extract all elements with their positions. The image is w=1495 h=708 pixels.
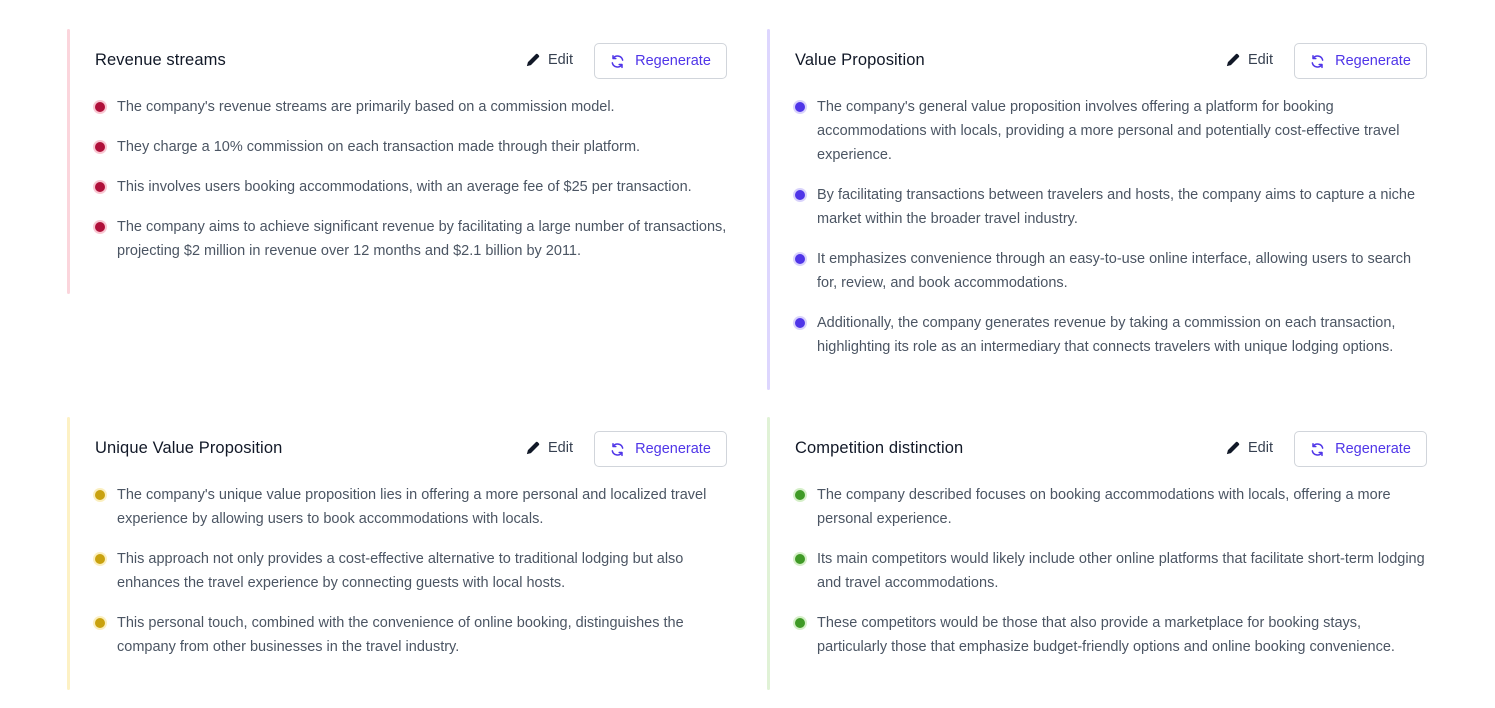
card-header <box>793 29 1427 79</box>
edit-label: Edit <box>1248 440 1273 456</box>
bullet-dot-icon <box>795 618 805 628</box>
card-header <box>93 417 727 467</box>
refresh-icon <box>1310 442 1325 457</box>
list-item <box>793 311 1427 359</box>
refresh-icon <box>1310 54 1325 69</box>
refresh-icon <box>610 442 625 457</box>
bullet-list <box>793 95 1427 359</box>
list-item <box>93 95 727 119</box>
edit-button[interactable] <box>518 430 581 466</box>
list-item-text: The company's revenue streams are primarily based on a commission model. <box>117 99 615 115</box>
list-item <box>93 611 727 659</box>
regenerate-label: Regenerate <box>1335 441 1411 457</box>
pencil-icon <box>526 53 540 67</box>
list-item-text: The company's general value proposition involves offering a platform for booking accommodations with locals, providing a more personal and potentially cost-effective travel experience. <box>817 99 1400 163</box>
value-proposition-card <box>767 29 1427 390</box>
regenerate-button[interactable] <box>594 431 727 467</box>
list-item-text: The company aims to achieve significant revenue by facilitating a large number of transactions, projecting $2 million in revenue over 12 months and $2.1 billion by 2011. <box>117 219 727 259</box>
edit-button[interactable] <box>1218 430 1281 466</box>
edit-button[interactable] <box>1218 42 1281 78</box>
bullet-dot-icon <box>95 222 105 232</box>
regenerate-button[interactable] <box>1294 431 1427 467</box>
bullet-dot-icon <box>95 618 105 628</box>
pencil-icon <box>1226 441 1240 455</box>
list-item-text: By facilitating transactions between travelers and hosts, the company aims to capture a niche market within the broader travel industry. <box>817 187 1416 227</box>
list-item <box>793 183 1427 231</box>
edit-label: Edit <box>548 440 573 456</box>
bullet-dot-icon <box>95 102 105 112</box>
list-item-text: These competitors would be those that also provide a marketplace for booking stays, particularly those that emphasize budget-friendly options and online booking convenience. <box>817 615 1395 655</box>
bullet-dot-icon <box>795 102 805 112</box>
regenerate-button[interactable] <box>1294 43 1427 79</box>
card-title: Revenue streams <box>95 51 226 69</box>
list-item <box>793 547 1427 595</box>
unique-value-proposition-card <box>67 417 727 690</box>
regenerate-label: Regenerate <box>1335 53 1411 69</box>
list-item <box>93 175 727 199</box>
regenerate-label: Regenerate <box>635 53 711 69</box>
list-item <box>93 215 727 263</box>
bullet-list <box>93 483 727 659</box>
refresh-icon <box>610 54 625 69</box>
card-accent-bar <box>767 417 770 690</box>
edit-label: Edit <box>548 52 573 68</box>
card-header <box>93 29 727 79</box>
list-item <box>793 95 1427 167</box>
list-item-text: It emphasizes convenience through an easy-to-use online interface, allowing users to search for, review, and book accommodations. <box>817 251 1412 291</box>
list-item-text: Additionally, the company generates revenue by taking a commission on each transaction, highlighting its role as an intermediary that connects travelers with unique lodging options. <box>817 315 1396 355</box>
bullet-dot-icon <box>795 190 805 200</box>
bullet-list <box>93 95 727 263</box>
card-accent-bar <box>767 29 770 390</box>
list-item <box>93 547 727 595</box>
card-title: Competition distinction <box>795 439 964 457</box>
list-item-text: They charge a 10% commission on each transaction made through their platform. <box>117 139 641 155</box>
list-item <box>793 247 1427 295</box>
list-item-text: This involves users booking accommodations, with an average fee of $25 per transaction. <box>117 179 692 195</box>
list-item <box>793 483 1427 531</box>
bullet-dot-icon <box>95 554 105 564</box>
pencil-icon <box>1226 53 1240 67</box>
list-item <box>93 483 727 531</box>
list-item <box>793 611 1427 659</box>
bullet-dot-icon <box>95 142 105 152</box>
list-item-text: The company described focuses on booking accommodations with locals, offering a more personal experience. <box>817 487 1391 527</box>
pencil-icon <box>526 441 540 455</box>
regenerate-label: Regenerate <box>635 441 711 457</box>
list-item <box>93 135 727 159</box>
list-item-text: This approach not only provides a cost-effective alternative to traditional lodging but also enhances the travel experience by connecting guests with local hosts. <box>117 551 684 591</box>
bullet-list <box>793 483 1427 659</box>
bullet-dot-icon <box>795 318 805 328</box>
bullet-dot-icon <box>795 490 805 500</box>
revenue-streams-card <box>67 29 727 294</box>
list-item-text: Its main competitors would likely include other online platforms that facilitate short-term lodging and travel accommodations. <box>817 551 1425 591</box>
competition-distinction-card <box>767 417 1427 690</box>
regenerate-button[interactable] <box>594 43 727 79</box>
edit-button[interactable] <box>518 42 581 78</box>
bullet-dot-icon <box>95 490 105 500</box>
bullet-dot-icon <box>795 554 805 564</box>
edit-label: Edit <box>1248 52 1273 68</box>
list-item-text: The company's unique value proposition lies in offering a more personal and localized travel experience by allowing users to book accommodations with locals. <box>117 487 707 527</box>
bullet-dot-icon <box>95 182 105 192</box>
list-item-text: This personal touch, combined with the convenience of online booking, distinguishes the company from other businesses in the travel industry. <box>117 615 684 655</box>
card-title: Unique Value Proposition <box>95 439 283 457</box>
bullet-dot-icon <box>795 254 805 264</box>
card-accent-bar <box>67 417 70 690</box>
card-title: Value Proposition <box>795 51 925 69</box>
card-header <box>793 417 1427 467</box>
card-accent-bar <box>67 29 70 294</box>
